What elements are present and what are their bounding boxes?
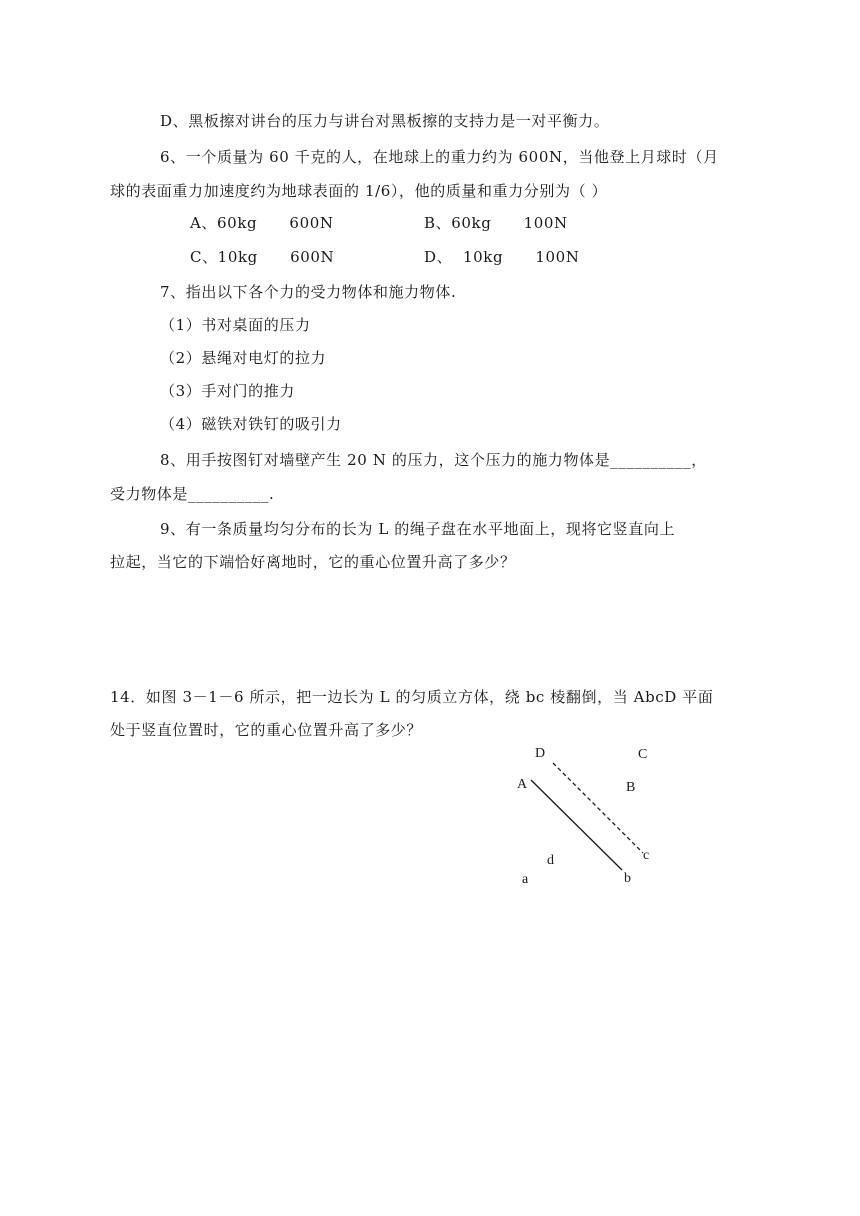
option-c: C、10kg 600N: [190, 248, 335, 266]
label-a: a: [522, 872, 529, 887]
option-b: B、60kg 100N: [424, 214, 568, 232]
label-b: b: [624, 871, 631, 886]
label-A: A: [517, 777, 528, 792]
question-7: 7、指出以下各个力的受力物体和施力物体.: [160, 283, 457, 301]
label-D: D: [535, 746, 546, 761]
label-C: C: [638, 747, 648, 762]
label-d: d: [547, 853, 554, 868]
question-14-line-2: 处于竖直位置时，它的重心位置升高了多少？: [110, 721, 423, 739]
label-c: c: [643, 848, 650, 863]
edge-dc-dashed: [553, 763, 643, 853]
option-a: A、60kg 600N: [190, 214, 334, 232]
label-B: B: [626, 780, 636, 795]
question-8-line-2: 受力物体是__________.: [110, 485, 275, 503]
question-6-line-1: 6、一个质量为 60 千克的人，在地球上的重力约为 600N，当他登上月球时（月: [160, 148, 719, 166]
question-7-item-2: （2）悬绳对电灯的拉力: [160, 349, 327, 367]
question-7-item-3: （3）手对门的推力: [160, 382, 295, 400]
question-14-line-1: 14．如图 3－1－6 所示，把一边长为 L 的匀质立方体，绕 bc 棱翻倒，当 AbcD 平面: [110, 688, 714, 706]
option-d-text: D、黑板擦对讲台的压力与讲台对黑板擦的支持力是一对平衡力。: [160, 112, 610, 130]
question-6-line-2: 球的表面重力加速度约为地球表面的 1/6），他的质量和重力分别为（ ）: [110, 182, 608, 200]
question-7-item-4: （4）磁铁对铁钉的吸引力: [160, 415, 342, 433]
question-8-line-1: 8、用手按图钉对墙壁产生 20 N 的压力，这个压力的施力物体是__________，: [160, 451, 707, 469]
option-d: D、 10kg 100N: [424, 248, 580, 266]
question-9-line-1: 9、有一条质量均匀分布的长为 L 的绳子盘在水平地面上，现将它竖直向上: [160, 520, 676, 538]
question-9-line-2: 拉起，当它的下端恰好离地时，它的重心位置升高了多少？: [110, 553, 516, 571]
question-7-item-1: （1）书对桌面的压力: [160, 316, 311, 334]
edge-ab: [531, 780, 622, 870]
